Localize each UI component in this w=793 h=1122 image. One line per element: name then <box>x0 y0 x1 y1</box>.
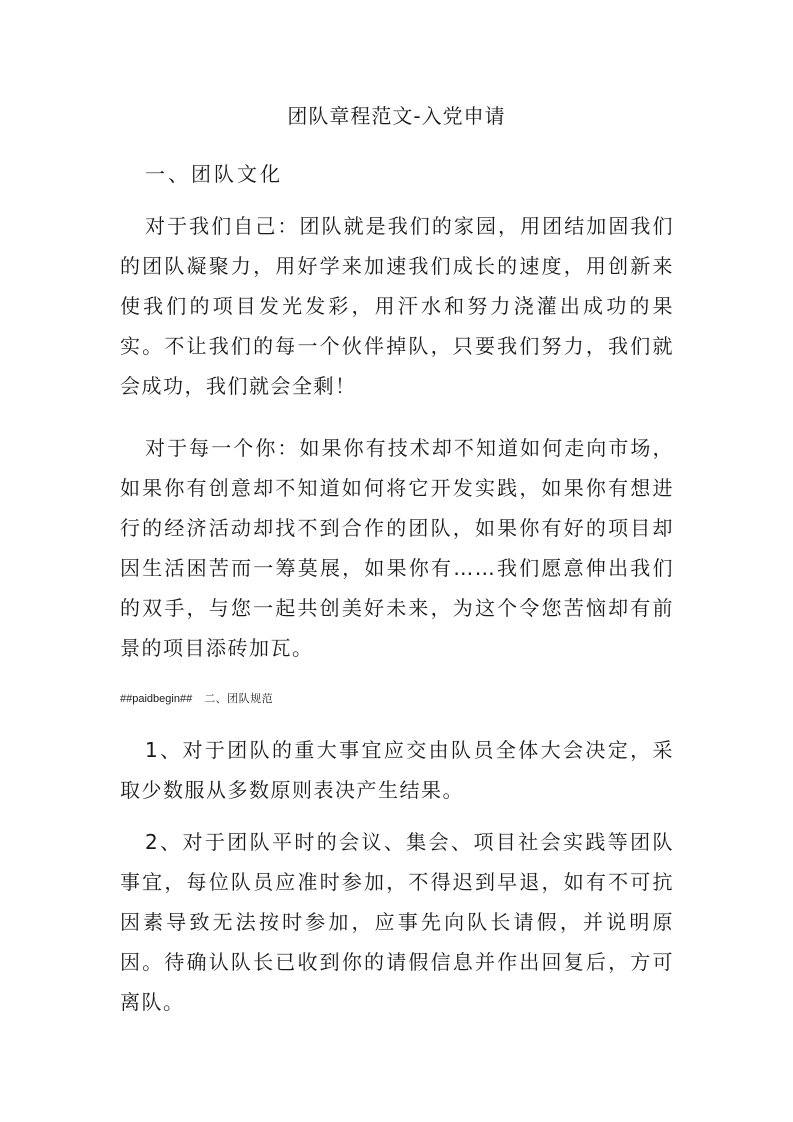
section-heading-team-culture: 一、团队文化 <box>145 162 283 186</box>
paid-begin-marker: ##paidbegin## <box>120 693 193 705</box>
rule-item-2: 2、对于团队平时的会议、集会、项目社会实践等团队事宜，每位队员应准时参加，不得迟到早退，如有不可抗因素导致无法按时参加，应事先向队长请假，并说明原因。待确认队长已收到你的请假信息并作出回复后，方可离队。 <box>120 830 674 1014</box>
rule-item-1: 1、对于团队的重大事宜应交由队员全体大会决定，采取少数服从多数原则表决产生结果。 <box>120 738 674 802</box>
paragraph-for-ourselves: 对于我们自己：团队就是我们的家园，用团结加固我们的团队凝聚力，用好学来加速我们成长的速度，用创新来使我们的项目发光发彩，用汗水和努力浇灌出成功的果实。不让我们的每一个伙伴掉队，只要我们努力，我们就会成功，我们就会全剩！ <box>120 214 674 398</box>
paragraph-for-each-of-you: 对于每一个你：如果你有技术却不知道如何走向市场，如果你有创意却不知道如何将它开发实践，如果你有想进行的经济活动却找不到合作的团队，如果你有好的项目却因生活困苦而一筹莫展，如果你有……我们愿意伸出我们的双手，与您一起共创美好未来，为这个令您苦恼却有前景的项目添砖加瓦。 <box>120 436 674 660</box>
document-title: 团队章程范文-入党申请 <box>287 104 506 128</box>
paid-marker-line <box>120 690 273 708</box>
section-heading-team-rules: 二、团队规范 <box>204 692 274 705</box>
